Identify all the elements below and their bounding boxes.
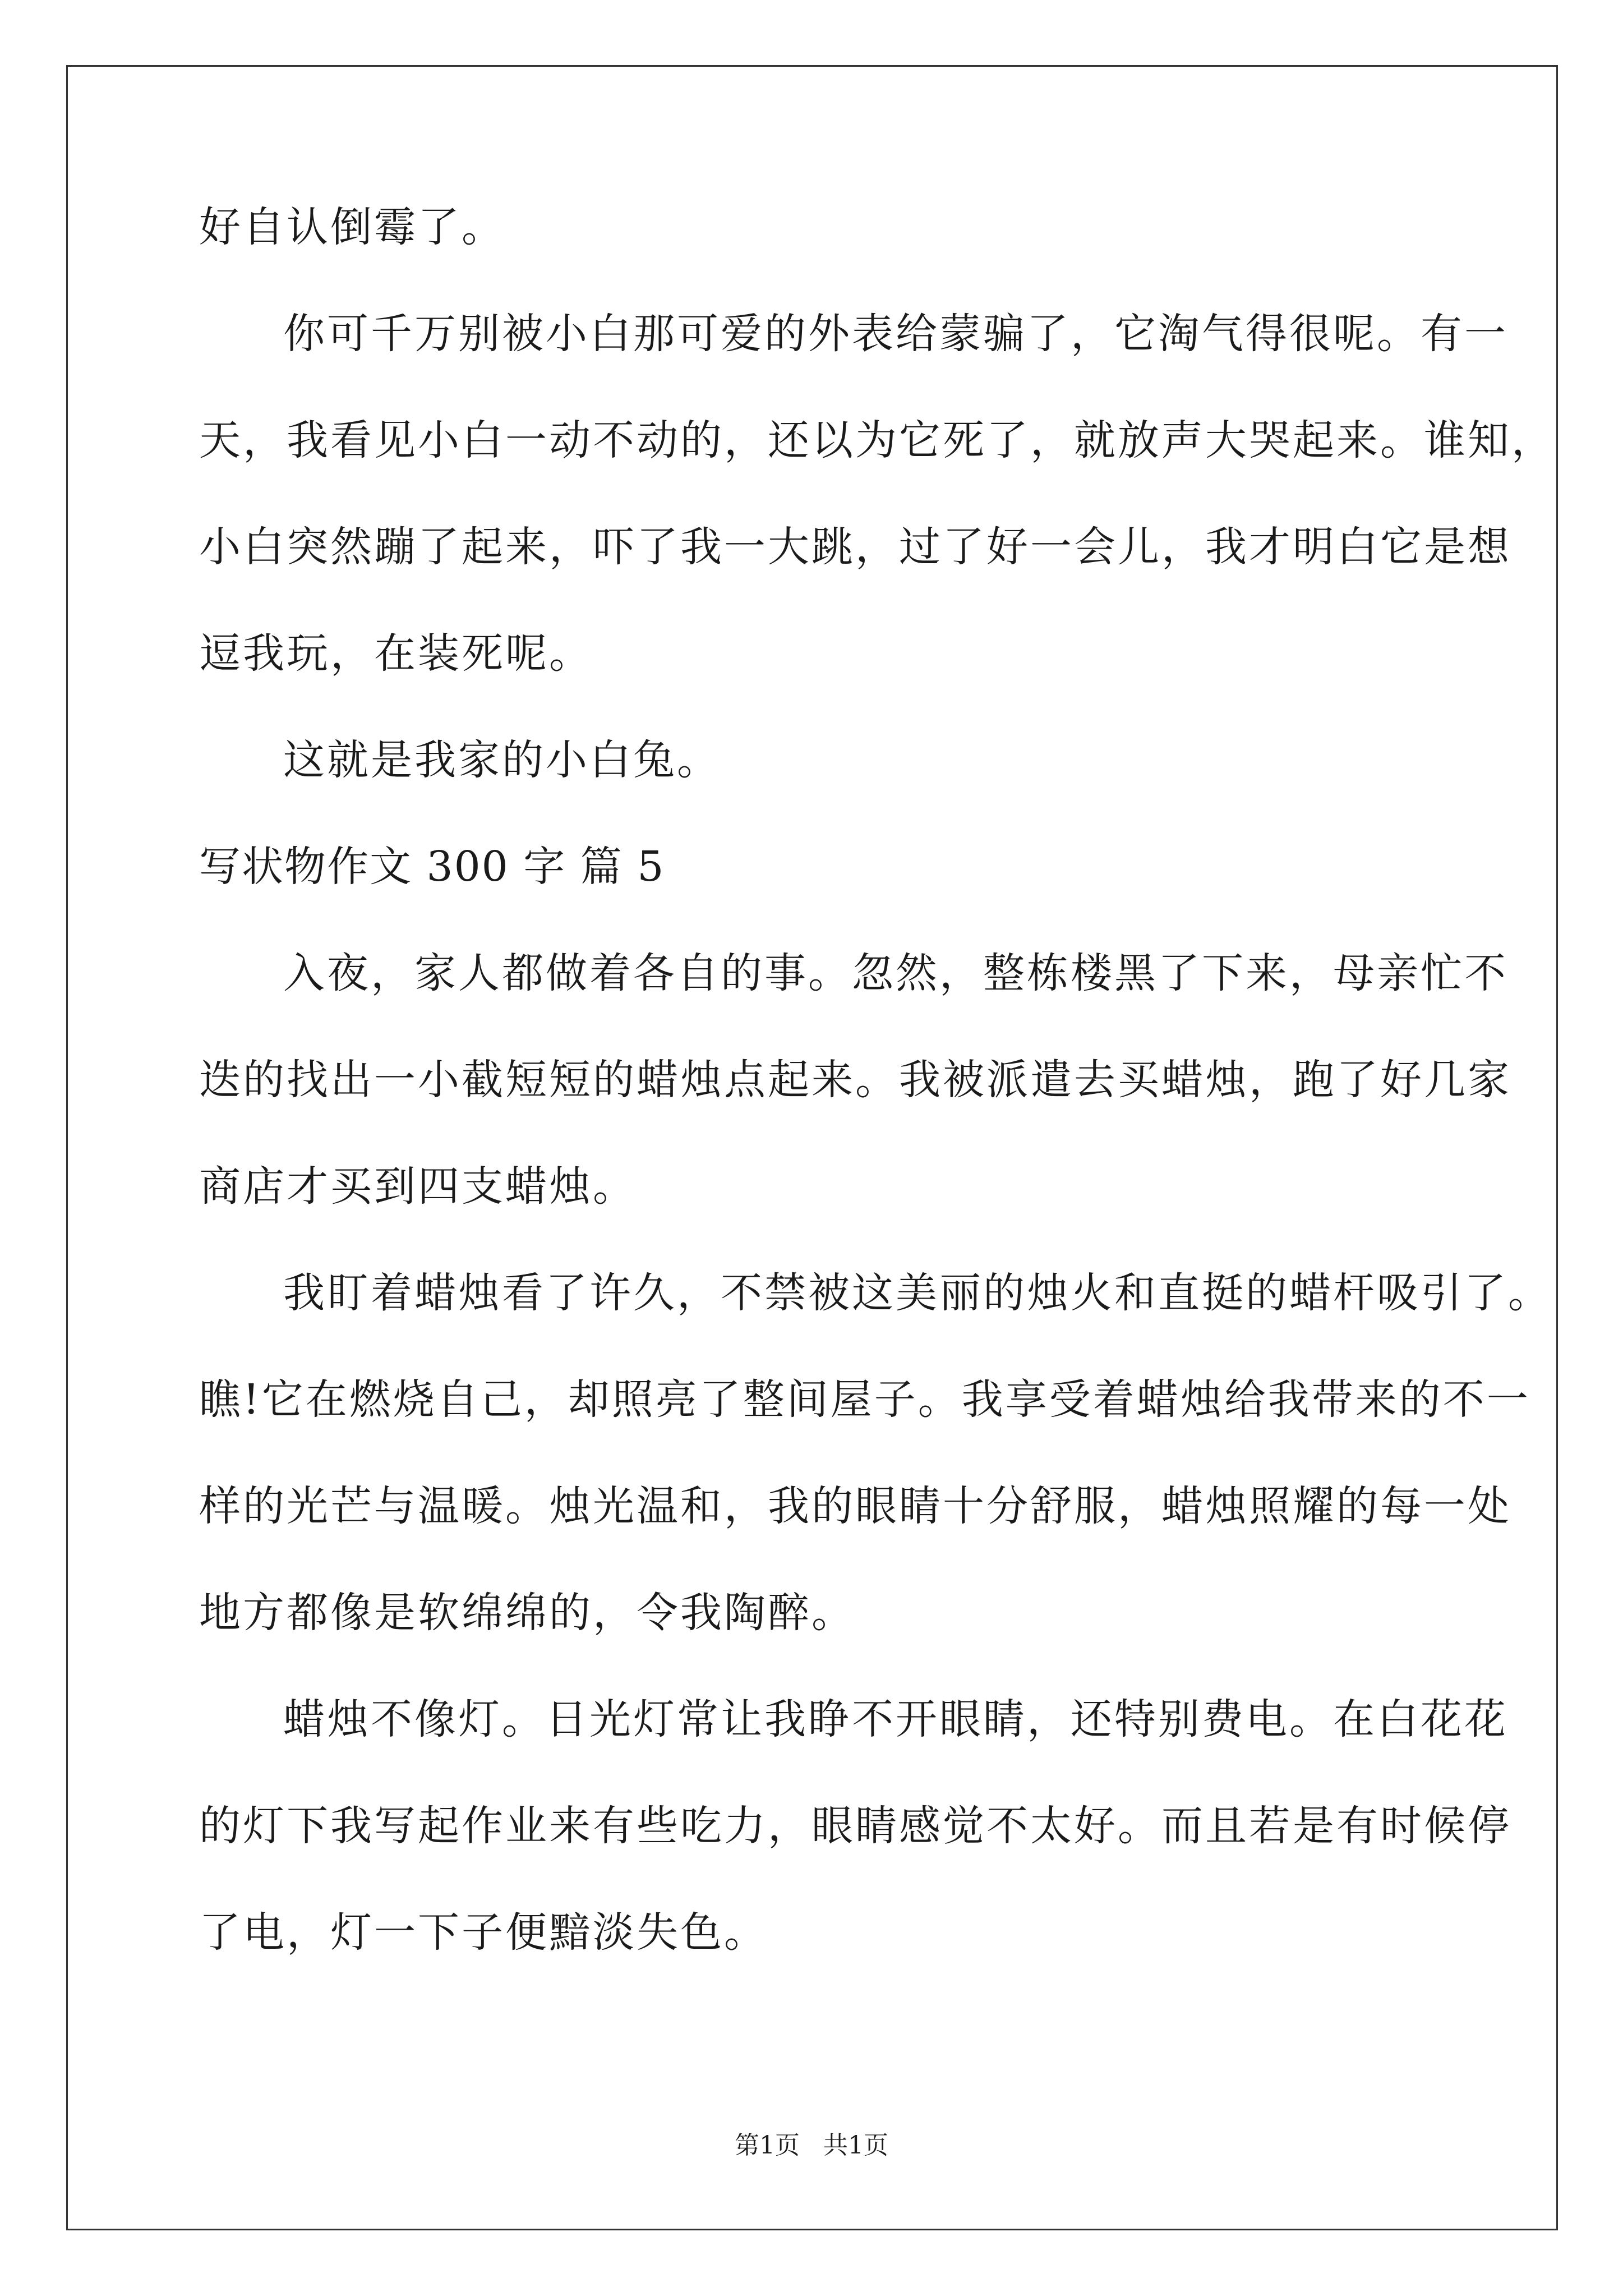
text-line: 入夜，家人都做着各自的事。忽然，整栋楼黑了下来，母亲忙不 xyxy=(283,949,1508,997)
text-line: 地方都像是软绵绵的，令我陶醉。 xyxy=(199,1589,855,1637)
text-line: 瞧!它在燃烧自己，却照亮了整间屋子。我享受着蜡烛给我带来的不一 xyxy=(199,1375,1530,1424)
text-line: 商店才买到四支蜡烛。 xyxy=(199,1162,637,1211)
text-line: 这就是我家的小白兔。 xyxy=(283,736,721,784)
text-line: 逗我玩，在装死呢。 xyxy=(199,629,593,678)
text-line: 迭的找出一小截短短的蜡烛点起来。我被派遣去买蜡烛，跑了好几家 xyxy=(199,1056,1511,1104)
text-line: 我盯着蜡烛看了许久，不禁被这美丽的烛火和直挺的蜡杆吸引了。 xyxy=(283,1269,1552,1317)
text-line: 蜡烛不像灯。日光灯常让我睁不开眼睛，还特别费电。在白花花 xyxy=(283,1695,1508,1743)
text-line: 的灯下我写起作业来有些吃力，眼睛感觉不太好。而且若是有时候停 xyxy=(199,1802,1511,1850)
text-line: 小白突然蹦了起来，吓了我一大跳，过了好一会儿，我才明白它是想 xyxy=(199,523,1511,571)
page-footer: 第1页 共1页 xyxy=(735,2131,888,2160)
text-line: 你可千万别被小白那可爱的外表给蒙骗了，它淘气得很呢。有一 xyxy=(283,310,1508,358)
text-line: 天，我看见小白一动不动的，还以为它死了，就放声大哭起来。谁知， xyxy=(199,416,1555,464)
text-line: 了电，灯一下子便黯淡失色。 xyxy=(199,1908,768,1957)
section-heading: 写状物作文 300 字 篇 5 xyxy=(199,843,665,891)
text-line: 样的光芒与温暖。烛光温和，我的眼睛十分舒服，蜡烛照耀的每一处 xyxy=(199,1482,1511,1530)
text-line: 好自认倒霉了。 xyxy=(199,203,505,251)
